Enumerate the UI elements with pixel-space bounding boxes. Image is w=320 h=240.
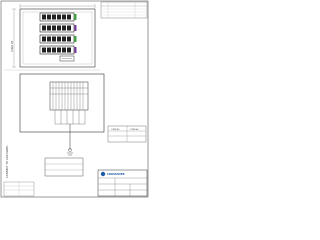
module-row-4 [40,46,80,54]
logo-icon [101,172,105,176]
wire-bundle [55,110,85,124]
module-row-2 [40,24,80,32]
title-text: CROSSOVER [107,173,125,176]
bottom-wiring-box [45,158,83,176]
top-dimension [20,4,95,8]
module-row-1 [40,13,80,21]
schematic-sheet [0,0,149,198]
panel-text-1: CONN #2 [111,128,120,131]
left-label: CONN #5 [11,40,14,52]
module-text-4: ... [78,50,80,53]
bottom-left-table [4,182,34,196]
revision-table [101,2,147,18]
module-text-2: ... [78,28,80,31]
terminal-panel [50,82,88,110]
module-row-3 [40,35,80,43]
right-info-table [108,126,146,142]
left-dimension [12,9,16,67]
panel-text-2: CONN #3 [130,128,139,131]
side-label: CONNECT TO AUX PANEL [6,145,9,178]
module-text-3: ... [78,39,80,42]
title-block [98,170,147,196]
terminal-columns [50,82,88,110]
module-text-1: ... [78,17,80,20]
